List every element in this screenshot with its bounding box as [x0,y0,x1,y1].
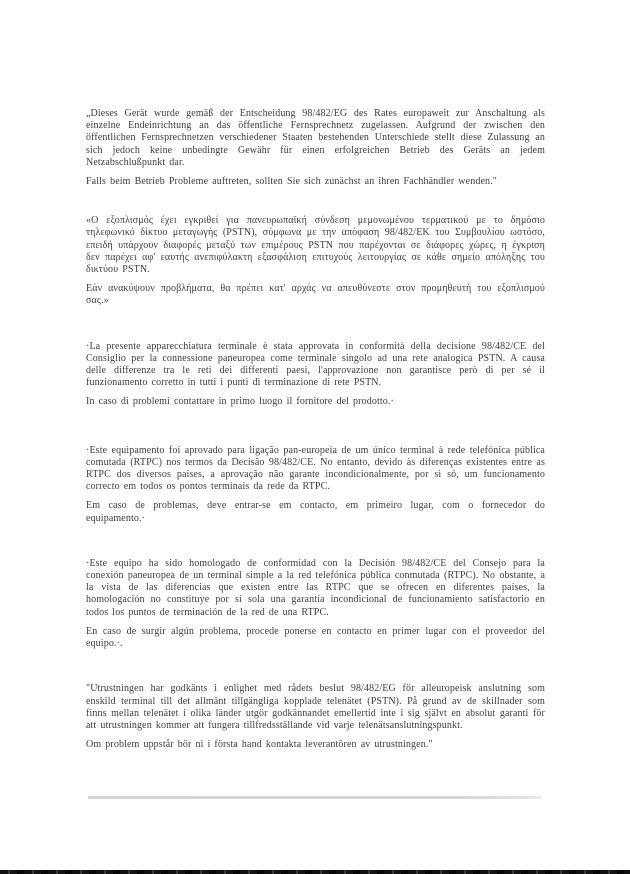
swedish-support-paragraph: Om problem uppstår bör ni i första hand kontakta leverantören av utrustningen." [86,739,433,751]
portuguese-approval-paragraph: ·Este equipamento foi aprovado para ligação pan-europeia de um único terminal à rede telefónica pública comutada (RTPC) nos termos da Decisão 98/482/CE. No entanto, devido às diferenças existentes entre as RTPC dos diversos países, a aprovação não garante incondicionalmente, por si só, um funcionamento correcto em todos os pontos terminais da rede da RTPC. [86,444,545,493]
notice-italian [86,341,545,409]
portuguese-support-paragraph: Em caso de problemas, deve entrar-se em contacto, em primeiro lugar, com o fornecedor do equipamento.· [86,500,545,524]
spanish-support-paragraph: En caso de surgir algún problema, procede ponerse en contacto en primer lugar con el proveedor del equipo.·. [86,625,545,650]
swedish-approval-paragraph: "Utrustningen har godkänts i enlighet med rådets beslut 98/482/EG för alleuropeisk anslutning som enskild terminal till det allmänt tillgängliga kopplade telenätet (PSTN). På grund av de skillnader som finns mellan telenätet i olika länder utgör godkännandet emellertid inte i sig självt en absolut garanti för att utrustningen kommer att fungera tillfredsställande vid varje telenätsanslutningspunkt. [86,683,545,731]
german-support-paragraph: Falls beim Betrieb Probleme auftreten, sollten Sie sich zunächst an ihren Fachhändler wenden." [86,176,497,188]
notice-swedish [86,683,545,751]
scan-bottom-edge [0,870,630,874]
footer-divider [88,796,542,799]
german-approval-paragraph: „Dieses Gerät wurde gemäß der Entscheidung 98/482/EG des Rates europaweit zur Anschaltung als einzelne Endeinrichtung an das öffentliche Fernsprechnetz zugelassen. Aufgrund der zwischen den öffentlichen Fernsprechnetzen verschiedener Staaten bestehenden Unterschiede stellt diese Zulassung an sich jedoch keine unbedingte Gewähr für einen erfolgreichen Betrieb des Geräts an jedem Netzabschlußpunkt dar. [86,108,545,168]
notice-spanish [86,558,545,650]
notice-portuguese [86,445,545,525]
italian-approval-paragraph: ·La presente apparecchiatura terminale è stata approvata in conformità della decisione 98/482/CE del Consiglio per la connessione paneuropea come terminale singolo ad una rete analogica PSTN. A causa delle differenze tra le reti dei differenti paesi, l'approvazione non garantisce però di per sé il funzionamento corretto in tutti i punti di terminazione di rete PSTN. [86,340,545,389]
notice-text-column [86,108,545,751]
spanish-approval-paragraph: ·Este equipo ha sido homologado de conformidad con la Decisión 98/482/CE del Consejo para la conexión paneuropea de un terminal simple a la red telefónica pública conmutada (RTPC). No obstante, a la vista de las diferencias que existen entre las RTPC que se ofrecen en diferentes países, la homologación no constituye por sí sola una garantía incondicional de funcionamiento satisfactorio en todos los puntos de terminación de la red de una RTPC. [86,557,545,618]
greek-support-paragraph: Εάν ανακύψουν προβλήματα, θα πρέπει κατ' αρχάς να απευθύνεστε στον προμηθευτή του εξοπλισμού σας.» [86,283,545,307]
italian-support-paragraph: In caso di problemi contattare in primo luogo il fornitore del prodotto.· [86,396,394,408]
notice-german [86,108,545,188]
notice-greek [86,215,545,307]
greek-approval-paragraph: «Ο εξοπλισμός έχει εγκριθεί για πανευρωπαϊκή σύνδεση μεμονωμένου τερματικού με το δημόσιο τηλεφωνικό δίκτυο μεταγωγής (PSTN), σύμφωνα με την απόφαση 98/482/ΕΚ του Συμβουλίου ωστόσο, επειδή υπάρχουν διαφορές μεταξύ των επιμέρους PSTN που παρέχονται σε διάφορες χώρες, η έγκριση δεν παρέχει αφ' εαυτής ανεπιφύλακτη εξασφάλιση επιτυχούς λειτουργίας σε κάθε σημείο απόληξης του δικτύου PSTN. [86,215,545,276]
